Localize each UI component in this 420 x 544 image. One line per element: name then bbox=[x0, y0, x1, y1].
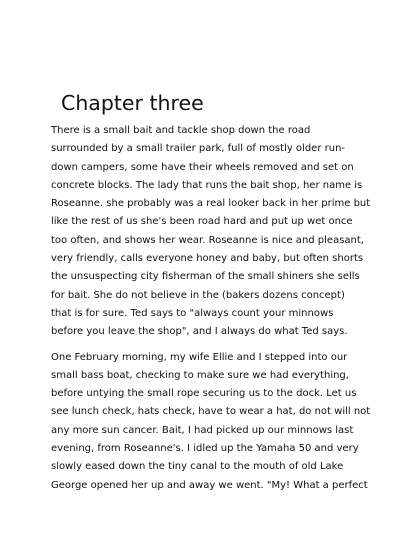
chapter-title: Chapter three bbox=[61, 91, 204, 115]
text-line: see lunch check, hats check, have to wear a hat, do not will not bbox=[51, 406, 371, 418]
text-line: any more sun cancer. Bait, I had picked up our minnows last bbox=[51, 424, 354, 436]
text-line: before untying the small rope securing us to the dock. Let us bbox=[51, 388, 357, 400]
text-line: evening, from Roseanne's. I idled up the Yamaha 50 and very bbox=[51, 443, 359, 455]
text-line: One February morning, my wife Ellie and I stepped into our bbox=[51, 351, 348, 363]
text-line: slowly eased down the tiny canal to the mouth of old Lake bbox=[51, 461, 344, 473]
text-line: small bass boat, checking to make sure we had everything, bbox=[51, 369, 349, 381]
chapter-body bbox=[51, 122, 381, 502]
text-line: Roseanne. she probably was a real looker back in her prime but bbox=[51, 198, 371, 210]
text-line: There is a small bait and tackle shop down the road bbox=[51, 125, 311, 136]
paragraph-2 bbox=[51, 349, 381, 495]
text-line: concrete blocks. The lady that runs the bait shop, her name is bbox=[51, 179, 363, 191]
text-line: down campers, some have their wheels removed and set on bbox=[51, 161, 354, 173]
text-line: for bait. She do not believe in the (bakers dozens concept) bbox=[51, 289, 345, 301]
text-line: that is for sure. Ted says to "always count your minnows bbox=[51, 307, 334, 319]
text-line: the unsuspecting city fisherman of the small shiners she sells bbox=[51, 271, 360, 283]
text-line: like the rest of us she's been road hard and put up wet once bbox=[51, 216, 353, 228]
text-line: surrounded by a small trailer park, full of mostly older run- bbox=[51, 143, 346, 155]
text-line: too often, and shows her wear. Roseanne is nice and pleasant, bbox=[51, 234, 364, 246]
text-line: before you leave the shop", and I always do what Ted says. bbox=[51, 326, 348, 338]
text-line: very friendly, calls everyone honey and baby, but often shorts bbox=[51, 253, 364, 265]
text-line: George opened her up and away we went. "My! What a perfect bbox=[51, 479, 368, 491]
paragraph-1 bbox=[51, 122, 381, 342]
